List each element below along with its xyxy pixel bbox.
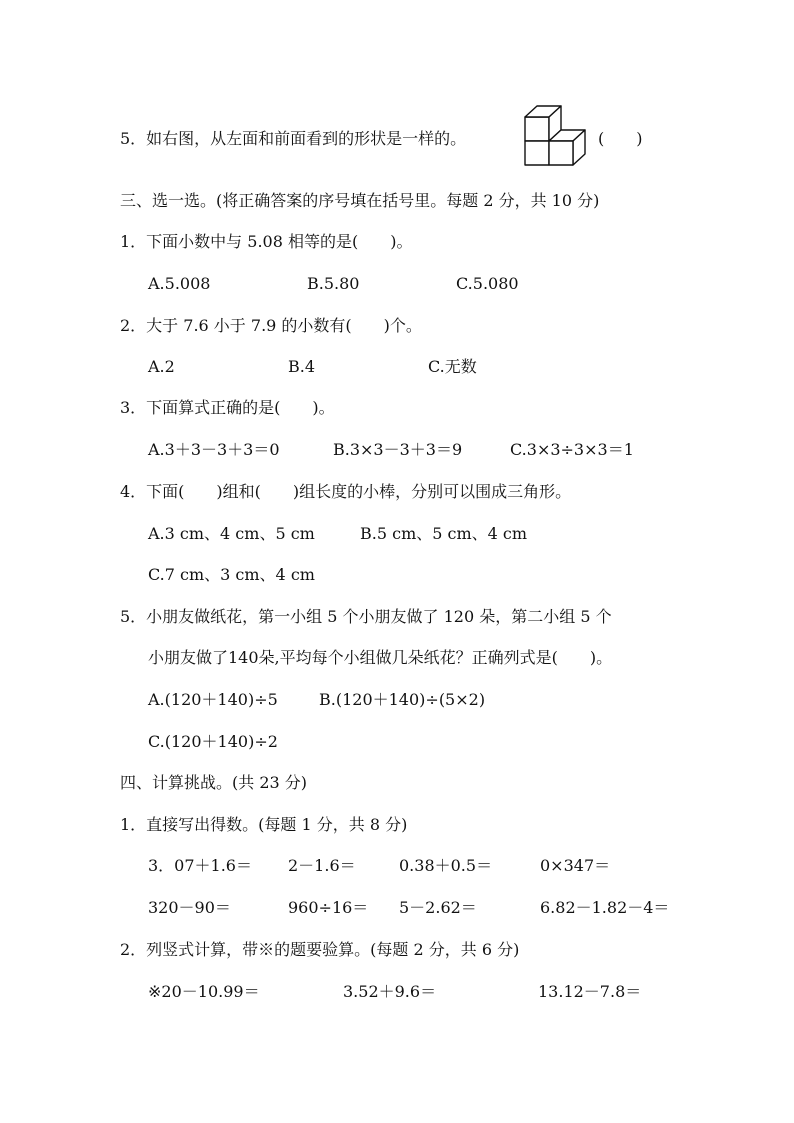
s3-q4-option-c: C.7 cm、3 cm、4 cm (148, 565, 315, 584)
s4-q1-item: 0.38＋0.5＝ (399, 856, 493, 875)
s3-q4-stem: 4．下面( )组和( )组长度的小棒，分别可以围成三角形。 (120, 482, 572, 501)
s3-q5-option-b: B.(120＋140)÷(5×2) (319, 690, 486, 709)
s3-q5-stem-line1: 5．小朋友做纸花，第一小组 5 个小朋友做了 120 朵，第二小组 5 个 (120, 607, 612, 626)
cube-top-front (525, 117, 549, 141)
s3-q2-option-a: A.2 (148, 357, 175, 376)
s3-q1-stem: 1．下面小数中与 5.08 相等的是( )。 (120, 232, 413, 251)
s3-q2-option-c: C.无数 (428, 357, 477, 376)
s4-q2-item: 3.52＋9.6＝ (343, 982, 437, 1001)
s3-q1-option-b: B.5.80 (307, 274, 360, 293)
s3-q3-option-c: C.3×3÷3×3＝1 (510, 440, 634, 459)
s3-q4-option-b: B.5 cm、5 cm、4 cm (360, 524, 528, 543)
s3-q3-option-a: A.3＋3－3＋3＝0 (148, 440, 280, 459)
s3-q5-option-a: A.(120＋140)÷5 (148, 690, 278, 709)
s4-q1-item: 5－2.62＝ (399, 898, 477, 917)
judge-q5-paren: ( ) (598, 129, 643, 148)
s3-q5-option-c: C.(120＋140)÷2 (148, 732, 278, 751)
s4-q2-item: 13.12－7.8＝ (538, 982, 642, 1001)
s3-q3-option-b: B.3×3－3＋3＝9 (333, 440, 463, 459)
s3-q1-option-c: C.5.080 (456, 274, 519, 293)
section3-heading: 三、选一选。(将正确答案的序号填在括号里。每题 2 分，共 10 分) (120, 191, 600, 210)
s3-q1-option-a: A.5.008 (148, 274, 211, 293)
s3-q2-option-b: B.4 (288, 357, 316, 376)
s4-q2-item: ※20－10.99＝ (148, 982, 260, 1001)
s4-q1-item: 320－90＝ (148, 898, 231, 917)
s4-q1-item: 0×347＝ (540, 856, 611, 875)
s3-q3-stem: 3．下面算式正确的是( )。 (120, 398, 335, 417)
s4-q2-stem: 2．列竖式计算，带※的题要验算。(每题 2 分，共 6 分) (120, 940, 520, 959)
s4-q1-item: 960÷16＝ (288, 898, 369, 917)
cube-bottom-left-front (525, 141, 549, 165)
s3-q2-stem: 2．大于 7.6 小于 7.9 的小数有( )个。 (120, 316, 422, 335)
s3-q4-option-a: A.3 cm、4 cm、5 cm (148, 524, 315, 543)
s4-q1-item: 2－1.6＝ (288, 856, 356, 875)
s4-q1-item: 3．07＋1.6＝ (148, 856, 252, 875)
section4-heading: 四、计算挑战。(共 23 分) (120, 773, 308, 792)
s4-q1-item: 6.82－1.82－4＝ (540, 898, 670, 917)
cube-stack-figure (518, 100, 594, 174)
s3-q5-stem-line2: 小朋友做了140朵,平均每个小组做几朵纸花？正确列式是( )。 (148, 648, 613, 667)
judge-q5-text: 5．如右图，从左面和前面看到的形状是一样的。 (120, 129, 467, 148)
s4-q1-stem: 1．直接写出得数。(每题 1 分，共 8 分) (120, 815, 408, 834)
cube-bottom-right-front (549, 141, 573, 165)
